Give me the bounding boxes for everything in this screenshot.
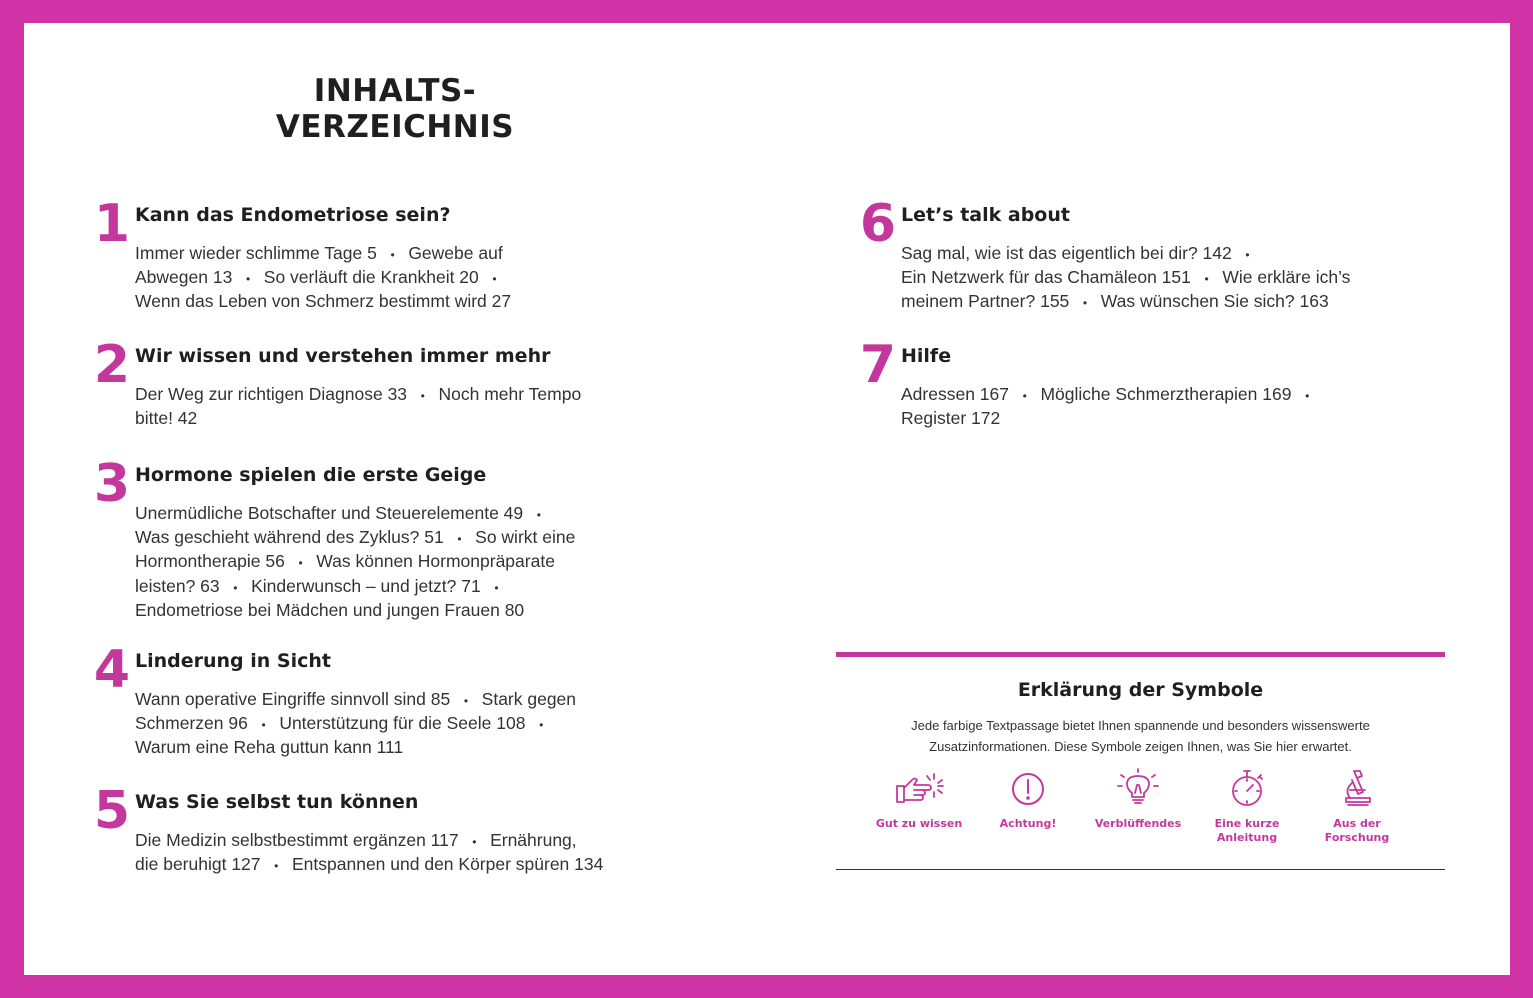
toc-entry[interactable]: Adressen 167 [901,384,1009,404]
lightbulb-icon [1113,768,1163,808]
toc-entry[interactable]: die beruhigt 127 [135,854,261,875]
chapter-3[interactable] [93,454,576,621]
symbol-achtung [973,768,1083,831]
bullet-separator-icon: • [457,532,462,547]
bullet-separator-icon: • [1082,296,1088,311]
chapter-entries [135,242,511,313]
toc-entry[interactable]: Kinderwunsch – und jetzt? 71 [251,575,481,596]
entry-line [135,383,581,407]
toc-entry[interactable]: meinem Partner? 155 [901,291,1070,312]
toc-entry[interactable]: Hormontherapie 56 [135,551,285,572]
chapter-number: 4 [93,640,129,700]
legend-description [836,715,1445,757]
bullet-separator-icon: • [539,718,544,733]
bullet-separator-icon: • [1245,248,1250,262]
bullet-separator-icon: • [1022,389,1027,403]
toc-entry[interactable]: Register 172 [901,408,1001,429]
entry-line [901,290,1350,314]
pointing-hand-icon [894,768,944,808]
bullet-separator-icon: • [274,859,279,874]
toc-entry[interactable]: Unermüdliche Botschafter und Steuerelemente 49 [135,503,524,523]
symbol-label: Achtung! [999,817,1057,830]
toc-entry[interactable]: Was können Hormonpräparate [316,551,555,572]
toc-entry[interactable]: Die Medizin selbstbestimmt ergänzen 117 [135,830,459,850]
bullet-separator-icon: • [420,389,425,403]
page-title-line-2: VERZEICHNIS [275,109,515,145]
chapter-number: 5 [93,781,129,841]
symbol-label: Verblüffendes [1094,817,1182,830]
toc-entry[interactable]: Gewebe auf [408,243,503,263]
legend-description-line-1: Jede farbige Textpassage bietet Ihnen spannende und besonders wissenswerte [911,718,1370,733]
entry-line [901,266,1350,290]
toc-entry[interactable]: Noch mehr Tempo [438,384,582,404]
entry-line [135,266,511,290]
bullet-separator-icon: • [233,580,238,595]
toc-entry[interactable]: Wann operative Eingriffe sinnvoll sind 85 [135,689,451,709]
chapter-number: 3 [93,454,129,514]
bullet-separator-icon: • [1204,272,1209,287]
chapter-heading[interactable]: Hormone spielen die erste Geige [135,464,487,486]
page-title [254,73,536,145]
toc-entry[interactable]: Endometriose bei Mädchen und jungen Frauen 80 [135,599,525,620]
toc-entry[interactable]: Ein Netzwerk für das Chamäleon 151 [901,267,1191,288]
symbol-label: Aus der Forschung [1324,817,1390,844]
toc-entry[interactable]: Unterstützung für die Seele 108 [279,713,526,734]
entry-line [135,853,603,877]
chapter-heading[interactable]: Kann das Endometriose sein? [135,204,451,226]
toc-entry[interactable]: Mögliche Schmerztherapien 169 [1040,384,1292,404]
symbol-label: Gut zu wissen [875,817,963,830]
toc-entry[interactable]: Was geschieht während des Zyklus? 51 [135,527,444,548]
chapter-2[interactable] [93,335,582,429]
chapter-number: 1 [93,194,129,254]
entry-line [135,688,576,712]
chapter-entries [135,383,581,429]
bullet-separator-icon: • [1305,389,1310,403]
legend-top-rule [836,652,1445,657]
entry-line [135,407,581,429]
chapter-number: 7 [859,335,895,395]
microscope-icon [1332,768,1382,808]
entry-line [901,383,1323,407]
chapter-6[interactable] [859,194,1351,315]
entry-line [135,526,575,550]
bullet-separator-icon: • [298,556,303,571]
bullet-separator-icon: • [472,835,477,849]
entry-line [135,736,576,758]
legend-title: Erklärung der Symbole [1017,679,1264,701]
symbol-gut-zu-wissen [864,768,974,831]
entry-line [135,502,575,526]
chapter-4[interactable] [93,640,577,759]
stopwatch-icon [1222,768,1272,808]
entry-line [901,242,1350,266]
toc-entry[interactable]: Entspannen und den Körper spüren 134 [292,854,604,875]
chapter-7[interactable] [859,335,1323,429]
entry-line [135,575,575,599]
entry-line [135,712,576,736]
toc-entry[interactable]: Schmerzen 96 [135,713,248,734]
page-title-line-1: INHALTS- [313,73,477,109]
symbol-label: Eine kurze Anleitung [1214,817,1280,844]
toc-entry[interactable]: Sag mal, wie ist das eigentlich bei dir? 142 [901,243,1232,263]
entry-line [135,550,575,574]
chapter-1[interactable] [93,194,512,313]
chapter-entries [901,383,1323,429]
entry-line [135,829,603,853]
symbol-eine-kurze-anleitung [1192,768,1302,845]
entry-line [135,599,575,621]
bullet-separator-icon: • [261,718,266,733]
bullet-separator-icon: • [494,580,499,595]
chapter-entries [135,502,575,621]
toc-entry[interactable]: Wenn das Leben von Schmerz bestimmt wird 27 [135,291,512,312]
chapter-number: 2 [93,335,129,395]
chapter-heading[interactable]: Hilfe [901,345,952,367]
toc-entry[interactable]: Wie erkläre ich’s [1222,267,1351,288]
symbol-aus-der-forschung [1302,768,1412,845]
toc-entry[interactable]: Ernährung, [490,830,577,850]
chapter-number: 6 [859,194,895,254]
toc-entry[interactable]: Was wünschen Sie sich? 163 [1100,291,1329,312]
chapter-entries [901,242,1350,315]
toc-entry[interactable]: Immer wieder schlimme Tage 5 [135,243,377,263]
chapter-entries [135,688,576,759]
toc-entry[interactable]: leisten? 63 [135,575,220,596]
bullet-separator-icon: • [536,508,541,522]
toc-entry[interactable]: bitte! 42 [135,408,198,429]
chapter-heading[interactable]: Let’s talk about [901,204,1070,226]
symbol-verblueffendes [1083,768,1193,831]
toc-entry[interactable]: Der Weg zur richtigen Diagnose 33 [135,384,408,404]
toc-entry[interactable]: Warum eine Reha guttun kann 111 [135,737,404,758]
legend-bottom-rule [836,869,1445,870]
toc-entry[interactable]: Stark gegen [481,689,577,709]
chapter-heading[interactable]: Linderung in Sicht [135,650,331,672]
bullet-separator-icon: • [463,694,469,708]
chapter-entries [135,829,603,877]
entry-line [135,290,511,312]
entry-line [135,242,511,266]
chapter-heading[interactable]: Wir wissen und verstehen immer mehr [135,345,551,367]
toc-page [24,23,1510,975]
toc-entry[interactable]: So verläuft die Krankheit 20 [263,267,479,288]
chapter-5[interactable] [93,781,604,877]
exclamation-circle-icon [1003,768,1053,808]
bullet-separator-icon: • [492,272,497,287]
chapter-heading[interactable]: Was Sie selbst tun können [135,791,419,813]
toc-entry[interactable]: So wirkt eine [475,527,576,548]
entry-line [901,407,1323,429]
toc-entry[interactable]: Abwegen 13 [135,267,233,288]
legend-description-line-2: Zusatzinformationen. Diese Symbole zeigen Ihnen, was Sie hier erwartet. [929,739,1352,754]
bullet-separator-icon: • [390,248,395,262]
bullet-separator-icon: • [245,272,251,287]
